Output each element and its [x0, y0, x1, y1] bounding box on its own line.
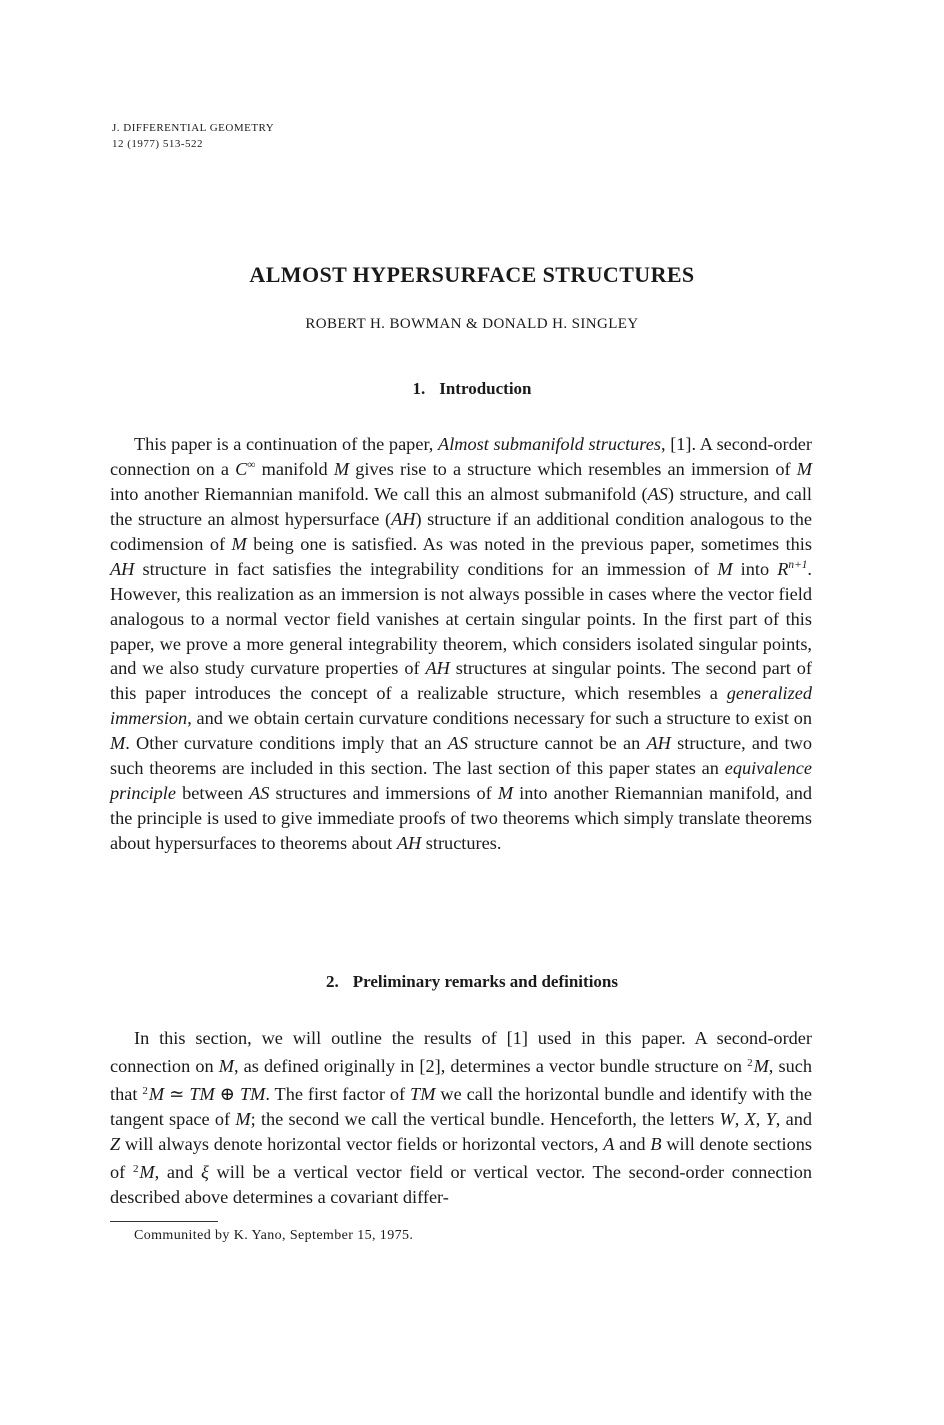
footnote: Communited by K. Yano, September 15, 1975.: [134, 1228, 414, 1243]
section-1-number: 1.: [412, 379, 426, 398]
journal-header: [112, 120, 274, 152]
paper-title: ALMOST HYPERSURFACE STRUCTURES: [249, 262, 695, 287]
preliminary-remarks-paragraph: In this section, we will outline the results of [1] used in this paper. A second-order connection on M, as defined originally in [2], determines a vector bundle structure on $^2$M, such that $^2$M ≃ TM ⊕ TM. The first factor of TM we call the horizontal bundle and identify with the tangent space of M; the second we call the vertical bundle. Henceforth, the letters W, X, Y, and Z will always denote horizontal vector fields or horizontal vectors, A and B will denote sections of $^2$M, and ξ will be a vertical vector field or vertical vector. The second-order connection described above determines a covariant differ-: [110, 1028, 813, 1207]
section-2-number: 2.: [326, 972, 339, 991]
journal-name: J. DIFFERENTIAL GEOMETRY: [112, 122, 275, 134]
paper-authors: ROBERT H. BOWMAN & DONALD H. SINGLEY: [305, 316, 639, 332]
section-2-heading: [0, 972, 944, 992]
introduction-paragraph: This paper is a continuation of the paper, Almost submanifold structures, [1]. A second-order connection on a C∞ manifold M gives rise to a structure which resembles an immersion of M into another Riemannian manifold. We call this an almost submanifold (AS) structure, and call the structure an almost hypersurface (AH) structure if an additional condition analogous to the codimension of M being one is satisfied. As was noted in the previous paper, sometimes this AH structure in fact satisfies the integrability conditions for an immession of M into $R^{n+1}$. However, this realization as an immersion is not always possible in cases where the vector field analogous to a normal vector field vanishes at certain singular points. In the first part of this paper, we prove a more general integrability theorem, which considers isolated singular points, and we also study curvature properties of AH structures at singular points. The second part of this paper introduces the concept of a realizable structure, which resembles a generalized immersion, and we obtain certain curvature conditions necessary for such a structure to exist on M. Other curvature conditions imply that an AS structure cannot be an AH structure, and two such theorems are included in this section. The last section of this paper states an equivalence principle between AS structures and immersions of M into another Riemannian manifold, and the principle is used to give immediate proofs of two theorems which simply translate theorems about hypersurfaces to theorems about AH structures.: [110, 434, 813, 853]
section-1-title: Introduction: [439, 379, 532, 398]
footnote-rule: [110, 1221, 218, 1222]
section-1-heading: [0, 379, 944, 399]
journal-volume-info: 12 (1977) 513-522: [112, 138, 203, 150]
section-2-title: Preliminary remarks and definitions: [352, 972, 618, 991]
